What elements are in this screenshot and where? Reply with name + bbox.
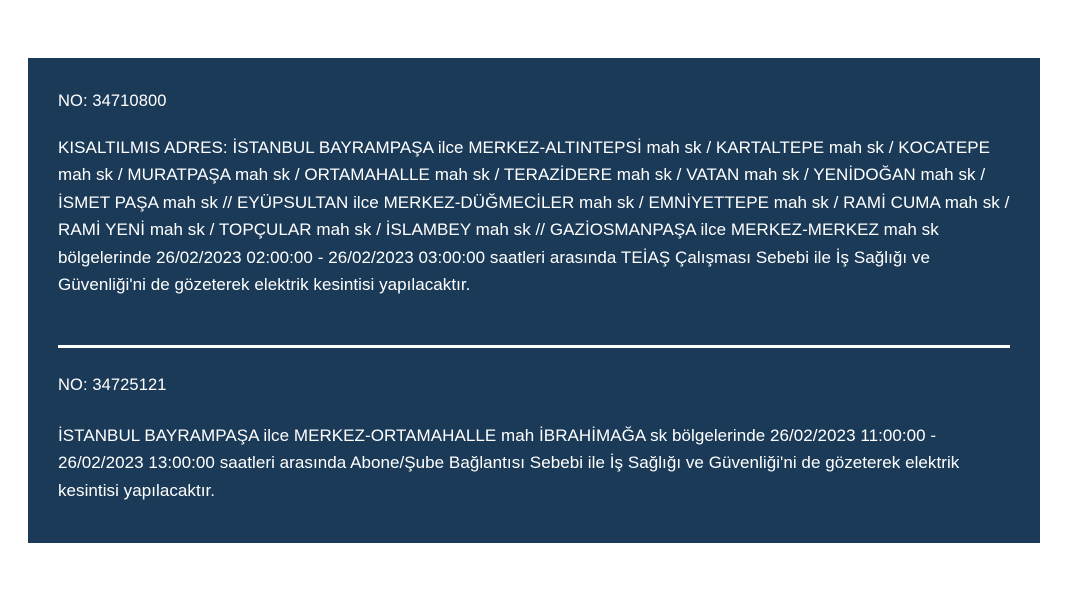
notice-body-text: İSTANBUL BAYRAMPAŞA ilce MERKEZ-ORTAMAHALLE mah İBRAHİMAĞA sk bölgelerinde 26/02/2023 11:00:00 - 26/02/2023 13:00:00 saatleri arasında Abone/Şube Bağlantısı Sebebi ile İş Sağlığı ve Güvenliği'ni de gözeterek elektrik kesintisi yapılacaktır. — [58, 425, 960, 500]
notice-item — [58, 92, 1010, 299]
outage-notice-panel — [28, 58, 1040, 543]
notice-item — [58, 376, 1010, 504]
notice-number: NO: 34725121 — [58, 375, 167, 394]
notice-body-text: KISALTILMIS ADRES: İSTANBUL BAYRAMPAŞA ilce MERKEZ-ALTINTEPSİ mah sk / KARTALTEPE mah sk / KOCATEPE mah sk / MURATPAŞA mah sk / ORTAMAHALLE mah sk / TERAZİDERE mah sk / VATAN mah sk / YENİDOĞAN mah sk / İSMET PAŞA mah sk // EYÜPSULTAN ilce MERKEZ-DÜĞMECİLER mah sk / EMNİYETTEPE mah sk / RAMİ CUMA mah sk / RAMİ YENİ mah sk / TOPÇULAR mah sk / İSLAMBEY mah sk // GAZİOSMANPAŞA ilce MERKEZ-MERKEZ mah sk bölgelerinde 26/02/2023 02:00:00 - 26/02/2023 03:00:00 saatleri arasında TEİAŞ Çalışması Sebebi ile İş Sağlığı ve Güvenliği'ni de gözeterek elektrik kesintisi yapılacaktır. — [58, 137, 1010, 295]
notice-number: NO: 34710800 — [58, 92, 167, 110]
section-divider — [58, 345, 1010, 348]
